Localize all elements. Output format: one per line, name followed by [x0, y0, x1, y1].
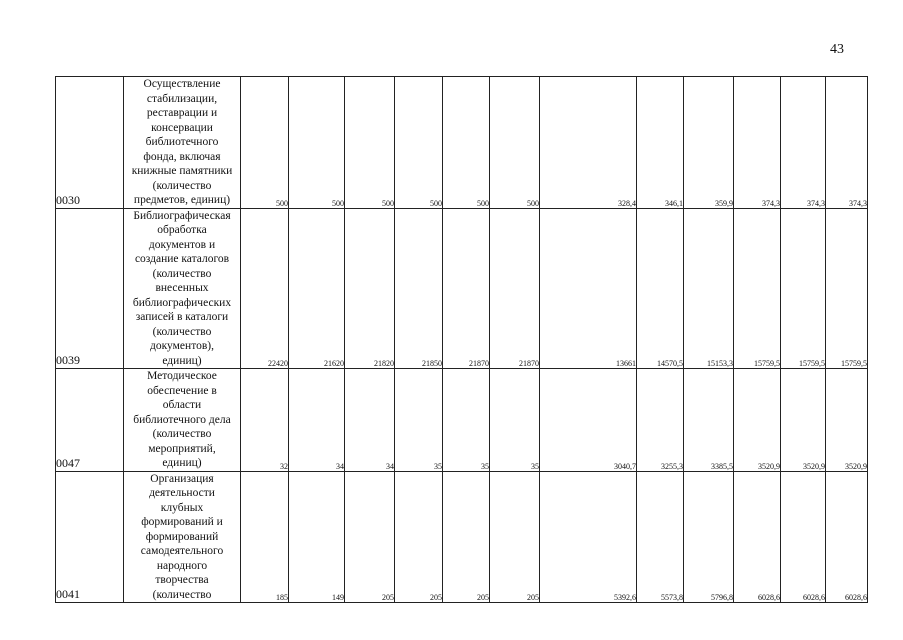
description-line: Методическое — [147, 370, 217, 382]
description-line: клубных — [160, 501, 204, 514]
value-cell: 149 — [289, 471, 345, 603]
value-cell: 500 — [289, 77, 345, 209]
value-cell: 500 — [345, 77, 395, 209]
description-line: библиографических — [132, 296, 232, 309]
value-cell: 3520,9 — [781, 369, 826, 472]
value-cell: 6028,6 — [734, 471, 781, 603]
description-line: (количество — [152, 428, 212, 440]
description-line: стабилизации, — [146, 92, 218, 105]
value-cell: 374,3 — [826, 77, 868, 209]
value-cell: 21820 — [345, 208, 395, 369]
value-cell: 15759,5 — [734, 208, 781, 369]
description-line: создание каталогов — [134, 253, 230, 265]
value-cell: 32 — [241, 369, 289, 472]
description-line: (количество — [152, 267, 212, 280]
description-line: библиотечного дела — [133, 413, 231, 426]
value-cell: 15759,5 — [781, 208, 826, 369]
description-line: консервации — [151, 121, 213, 134]
description-line: библиотечного — [145, 136, 219, 148]
value-cell: 35 — [490, 369, 540, 472]
description-line: (количество — [152, 588, 212, 601]
description-line: Библиографическая — [133, 209, 231, 222]
value-cell: 500 — [490, 77, 540, 209]
value-cell: 500 — [241, 77, 289, 209]
row-code: 0047 — [56, 369, 124, 472]
value-cell: 15153,3 — [684, 208, 734, 369]
value-cell: 3040,7 — [540, 369, 637, 472]
value-cell: 6028,6 — [781, 471, 826, 603]
description-line: обработка — [157, 224, 207, 236]
row-description — [124, 208, 241, 369]
description-line: мероприятий, — [148, 442, 216, 455]
description-line: фонда, включая — [143, 150, 221, 163]
description-line: формирований — [145, 530, 219, 543]
description-line: единиц) — [162, 457, 202, 469]
value-cell: 21620 — [289, 208, 345, 369]
value-cell: 22420 — [241, 208, 289, 369]
description-line: предметов, единиц) — [133, 194, 231, 206]
value-cell: 328,4 — [540, 77, 637, 209]
value-cell: 3385,5 — [684, 369, 734, 472]
value-cell: 500 — [443, 77, 490, 209]
value-cell: 346,1 — [637, 77, 684, 209]
row-code: 0039 — [56, 208, 124, 369]
value-cell: 34 — [289, 369, 345, 472]
value-cell: 5796,8 — [684, 471, 734, 603]
value-cell: 5392,6 — [540, 471, 637, 603]
description-line: творчества — [155, 574, 209, 586]
row-code: 0041 — [56, 471, 124, 603]
row-code: 0030 — [56, 77, 124, 209]
description-line: формирований и — [141, 516, 223, 528]
description-line: (количество — [152, 325, 212, 338]
value-cell: 21870 — [443, 208, 490, 369]
value-cell: 3520,9 — [734, 369, 781, 472]
value-cell: 5573,8 — [637, 471, 684, 603]
description-line: записей в каталоги — [135, 311, 229, 323]
description-line: документов и — [148, 238, 216, 251]
description-line: документов), — [150, 340, 214, 352]
table-row — [56, 77, 868, 209]
table-row — [56, 369, 868, 472]
table-row — [56, 208, 868, 369]
value-cell: 205 — [490, 471, 540, 603]
value-cell: 13661 — [540, 208, 637, 369]
description-line: обеспечение в — [147, 384, 217, 397]
data-table — [55, 76, 868, 603]
value-cell: 205 — [395, 471, 443, 603]
value-cell: 21850 — [395, 208, 443, 369]
page-number: 43 — [830, 42, 844, 57]
description-line: книжные памятники — [131, 165, 233, 177]
description-line: народного — [156, 559, 208, 572]
description-line: реставрации и — [146, 107, 218, 119]
description-line: Организация — [150, 472, 214, 485]
value-cell: 185 — [241, 471, 289, 603]
description-line: единиц) — [162, 354, 202, 367]
value-cell: 35 — [395, 369, 443, 472]
value-cell: 3255,3 — [637, 369, 684, 472]
value-cell: 359,9 — [684, 77, 734, 209]
row-description — [124, 77, 241, 209]
value-cell: 205 — [345, 471, 395, 603]
value-cell: 35 — [443, 369, 490, 472]
value-cell: 3520,9 — [826, 369, 868, 472]
description-line: внесенных — [155, 282, 209, 294]
value-cell: 6028,6 — [826, 471, 868, 603]
row-description — [124, 471, 241, 603]
value-cell: 34 — [345, 369, 395, 472]
value-cell: 205 — [443, 471, 490, 603]
value-cell: 374,3 — [781, 77, 826, 209]
value-cell: 14570,5 — [637, 208, 684, 369]
value-cell: 500 — [395, 77, 443, 209]
description-line: Осуществление — [143, 78, 221, 90]
value-cell: 15759,5 — [826, 208, 868, 369]
description-line: области — [162, 399, 202, 411]
row-description — [124, 369, 241, 472]
table-row — [56, 471, 868, 603]
value-cell: 374,3 — [734, 77, 781, 209]
description-line: (количество — [152, 179, 212, 192]
value-cell: 21870 — [490, 208, 540, 369]
description-line: деятельности — [149, 487, 215, 499]
description-line: самодеятельного — [140, 545, 224, 557]
